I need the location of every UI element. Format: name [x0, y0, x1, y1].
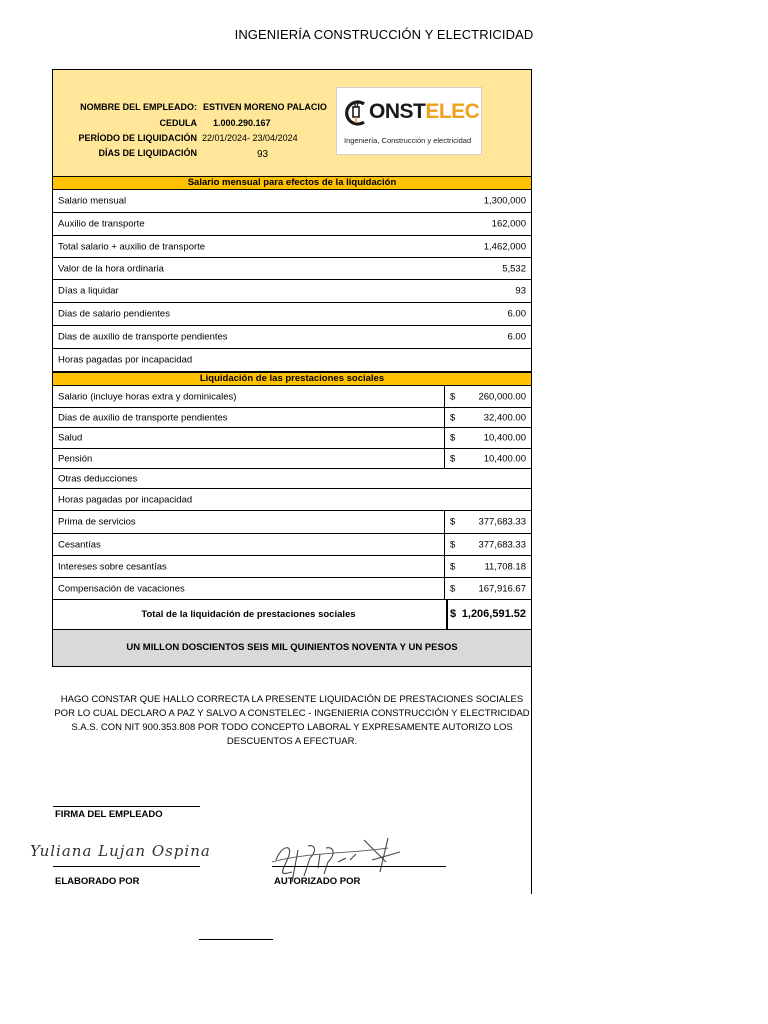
- logo-wordmark: ONSTELEC: [369, 100, 480, 123]
- authorized-by-label: AUTORIZADO POR: [274, 876, 361, 887]
- benefit-row-value: 377,683.33: [478, 516, 526, 528]
- salary-row: [53, 258, 531, 280]
- days-label: DÍAS DE LIQUIDACIÓN: [98, 148, 197, 158]
- benefit-row-label: Compensación de vacaciones: [58, 583, 185, 594]
- salary-row-value: 6.00: [507, 308, 526, 320]
- benefit-row: [53, 534, 531, 556]
- benefit-row-value: 260,000.00: [478, 391, 526, 402]
- salary-row: [53, 190, 531, 213]
- column-divider: [444, 386, 445, 407]
- benefit-row-value: 167,916.67: [478, 583, 526, 594]
- salary-row: [53, 213, 531, 236]
- benefit-row-currency: $: [450, 391, 456, 402]
- total-row: [53, 600, 531, 630]
- benefit-row-label: Salario (incluye horas extra y dominicales): [58, 391, 237, 402]
- benefit-row-value: 10,400.00: [483, 432, 526, 444]
- prepared-by-line: [53, 866, 200, 867]
- liquidation-sheet: [52, 69, 532, 667]
- employee-id-label: CEDULA: [159, 118, 197, 128]
- benefit-row-label: Dias de auxilio de transporte pendientes: [58, 412, 228, 423]
- extra-line: [199, 939, 273, 940]
- column-divider: [444, 511, 445, 533]
- column-divider: [444, 534, 445, 555]
- benefit-row: [53, 428, 531, 449]
- employee-name-value: ESTIVEN MORENO PALACIO: [203, 102, 327, 112]
- employee-name-label: NOMBRE DEL EMPLEADO:: [80, 102, 197, 112]
- employee-signature-label: FIRMA DEL EMPLEADO: [55, 809, 163, 820]
- benefit-row-currency: $: [450, 453, 456, 464]
- salary-row: [53, 349, 531, 372]
- salary-row-value: 1,462,000: [483, 241, 526, 252]
- salary-row-label: Dias de salario pendientes: [58, 308, 170, 320]
- total-label: Total de la liquidación de prestaciones sociales: [141, 609, 356, 620]
- benefit-row-value: 11,708.18: [484, 561, 526, 572]
- salary-row-value: 6.00: [507, 331, 526, 343]
- benefit-row-label: Horas pagadas por incapacidad: [58, 494, 193, 505]
- logo-plug-icon: [343, 98, 369, 128]
- document-title: INGENIERÍA CONSTRUCCIÓN Y ELECTRICIDAD: [234, 27, 534, 42]
- benefit-row-currency: $: [450, 539, 456, 550]
- benefit-row: [53, 469, 531, 489]
- salary-row-value: 1,300,000: [483, 195, 526, 207]
- days-value: 93: [257, 149, 269, 160]
- column-divider: [444, 408, 445, 427]
- salary-row: [53, 280, 531, 303]
- column-divider: [444, 578, 445, 599]
- benefit-row-currency: $: [450, 412, 456, 423]
- salary-row-label: Horas pagadas por incapacidad: [58, 354, 193, 366]
- benefit-row: [53, 408, 531, 428]
- salary-section-title: Salario mensual para efectos de la liquidación: [53, 176, 531, 190]
- salary-row-label: Total salario + auxilio de transporte: [58, 241, 206, 252]
- benefit-row-currency: $: [450, 516, 456, 528]
- benefit-row: [53, 449, 531, 469]
- employee-id-value: 1.000.290.167: [213, 118, 271, 128]
- benefit-row-label: Pensión: [58, 453, 93, 464]
- declaration-text: HAGO CONSTAR QUE HALLO CORRECTA LA PRESENTE LIQUIDACIÓN DE PRESTACIONES SOCIALES POR LO CUAL DECLARO A PAZ Y SALVO A CONSTELEC - INGENIERIA CONSTRUCCIÓN Y ELECTRICIDAD S.A.S. CON NIT 900.353.808 POR TODO CONCEPTO LABORAL Y EXPRESAMENTE AUTORIZO LOS DESCUENTOS A EFECTUAR.: [54, 694, 530, 747]
- total-value: 1,206,591.52: [461, 608, 526, 620]
- period-label: PERÍODO DE LIQUIDACIÓN: [78, 133, 197, 143]
- benefit-row-currency: $: [450, 432, 456, 444]
- column-divider: [444, 428, 445, 448]
- total-currency: $: [450, 608, 457, 620]
- salary-row-value: 93: [515, 285, 526, 297]
- salary-row-value: 5,532: [502, 263, 526, 274]
- salary-row-label: Valor de la hora ordinaria: [58, 263, 164, 274]
- total-in-words-row: [53, 630, 531, 666]
- benefit-row-value: 32,400.00: [483, 412, 526, 423]
- benefit-row-currency: $: [450, 583, 456, 594]
- salary-row: [53, 303, 531, 326]
- benefits-section-title: Liquidación de las prestaciones sociales: [53, 372, 531, 386]
- salary-row: [53, 326, 531, 349]
- authorized-by-line: [272, 866, 446, 867]
- benefit-row-label: Otras deducciones: [58, 473, 138, 484]
- benefit-row-label: Prima de servicios: [58, 516, 136, 528]
- salary-row-value: 162,000: [491, 218, 526, 230]
- benefit-row: [53, 511, 531, 534]
- benefit-row-value: 10,400.00: [483, 453, 526, 464]
- column-divider: [444, 449, 445, 468]
- salary-row: [53, 236, 531, 258]
- salary-row-label: Salario mensual: [58, 195, 127, 207]
- salary-row-label: Auxilio de transporte: [58, 218, 145, 230]
- benefit-row-value: 377,683.33: [478, 539, 526, 550]
- column-divider: [444, 556, 445, 577]
- salary-row-label: Dias de auxilio de transporte pendientes: [58, 331, 228, 343]
- total-in-words: UN MILLON DOSCIENTOS SEIS MIL QUINIENTOS NOVENTA Y UN PESOS: [126, 642, 458, 653]
- salary-row-label: Días a liquidar: [58, 285, 119, 297]
- benefit-row-currency: $: [450, 561, 456, 572]
- benefit-row: [53, 556, 531, 578]
- employee-signature-line: [53, 806, 200, 807]
- benefit-row: [53, 489, 531, 511]
- benefit-row-label: Intereses sobre cesantías: [58, 561, 167, 572]
- prepared-by-label: ELABORADO POR: [55, 876, 140, 887]
- period-value: 22/01/2024- 23/04/2024: [202, 133, 298, 143]
- benefit-row: [53, 578, 531, 600]
- benefit-row: [53, 386, 531, 408]
- employee-header: [53, 70, 531, 177]
- benefit-row-label: Salud: [58, 432, 83, 444]
- benefit-row-label: Cesantías: [58, 539, 101, 550]
- prepared-by-signature: Yuliana Lujan Ospina: [30, 842, 211, 860]
- company-logo: [336, 87, 482, 155]
- logo-tagline: Ingeniería, Construcción y electricidad: [344, 136, 472, 145]
